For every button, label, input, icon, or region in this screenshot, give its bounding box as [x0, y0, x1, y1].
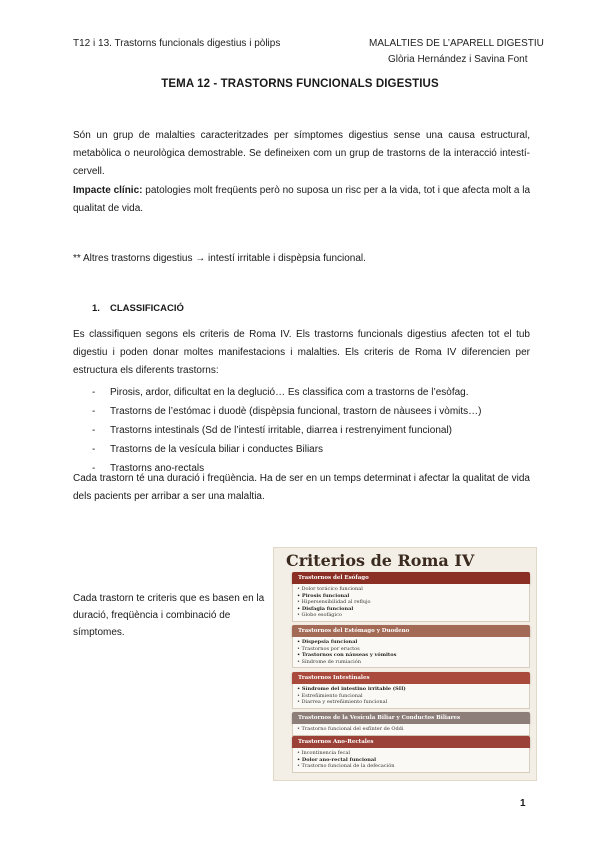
header-right-title: MALALTIES DE L’APARELL DIGESTIU: [369, 38, 544, 49]
roma-item: • Diarrea y estreñimiento funcional: [297, 699, 388, 705]
roma-item: • Disfagia funcional: [297, 605, 354, 612]
impacte-label: Impacte clínic:: [73, 185, 143, 196]
roma-item: • Síndrome de rumiación: [297, 658, 361, 665]
trastorns-list: [92, 383, 481, 478]
page-title: TEMA 12 - TRASTORNS FUNCIONALS DIGESTIUS: [161, 78, 439, 90]
section-heading: [92, 303, 184, 314]
roma-item: • Dispepsia funcional: [297, 639, 358, 645]
roma-item: • Globo esofágico: [297, 612, 342, 618]
list-item: - Trastorns ano-rectals: [92, 463, 205, 474]
roma-category: [292, 672, 530, 709]
roma-category-title: Trastornos Intestinales: [292, 672, 530, 684]
side-paragraph: Cada trastorn te criteris que es basen en la duració, freqüència i combinació de símptomes.: [73, 593, 265, 638]
impacte-text: patologies molt freqüents però no suposa un risc per a la vida, tot i que afecta molt a la qualitat de vida.: [73, 185, 531, 214]
roma-category-title: Trastornos de la Vesícula Biliar y Conductos Biliares: [292, 712, 530, 724]
roma-item: • Estreñimiento funcional: [297, 692, 363, 699]
roma-item: • Incontinencia fecal: [297, 750, 350, 756]
list-item: - Trastorns de l’estómac i duodè (dispèpsia funcional, trastorn de nàusees i vòmits…): [92, 406, 482, 417]
roma-category-items: [292, 748, 530, 773]
roma-category-items: [292, 584, 530, 622]
roma-item: • Trastornos por eructos: [297, 645, 360, 652]
intro-paragraph: Són un grup de malalties caracteritzades per símptomes digestius sense una causa estructural, metabòlica o neurològica demostrable. Se defineixen com un grup de trastorns de la interacció intestí-cervell.: [73, 130, 530, 177]
list-item: - Trastorns de la vesícula biliar i conductes Biliars: [92, 444, 324, 455]
roma-category: [292, 625, 530, 668]
roma-category-items: [292, 724, 530, 736]
roma-iv-figure: [273, 547, 537, 781]
list-item: - Pirosis, ardor, dificultat en la deglució… Es classifica com a trastorns de l’esòfag.: [92, 387, 469, 398]
roma-item: • Dolor ano-rectal funcional: [297, 756, 377, 763]
roma-category: [292, 572, 530, 622]
roma-category-title: Trastornos del Esófago: [292, 572, 530, 584]
page-number: 1: [520, 798, 526, 809]
roma-item: • Pirosis funcional: [297, 592, 350, 599]
roma-item: • Hipersensibilidad al reflujo: [297, 599, 371, 605]
roma-item: • Dolor torácico funcional: [297, 586, 363, 592]
roma-category-items: [292, 637, 530, 668]
roma-category: [292, 736, 530, 773]
roma-item: • Síndrome del intestino irritable (SII): [297, 686, 406, 692]
header-left: T12 i 13. Trastorns funcionals digestius i pòlips: [73, 38, 281, 49]
altres-note: ** Altres trastorns digestius → intestí irritable i dispèpsia funcional.: [73, 253, 366, 264]
section-number: 1.: [92, 303, 100, 314]
roma-iv-title: Criterios de Roma IV: [286, 551, 475, 570]
roma-item: • Trastornos con náuseas y vómitos: [297, 652, 397, 658]
list-item: - Trastorns intestinals (Sd de l’intestí irritable, diarrea i restrenyiment funcional): [92, 425, 452, 436]
roma-category-items: [292, 684, 530, 709]
classification-paragraph: Es classifiquen segons els criteris de Roma IV. Els trastorns funcionals digestius afecten tot el tub digestiu i poden donar moltes manifestacions i malalties. Els criteris de Roma IV diferencien per estructura els diferents trastorns:: [73, 329, 530, 376]
duration-paragraph: Cada trastorn té una duració i freqüència. Ha de ser en un temps determinat i afectar la qualitat de vida dels pacients per arribar a ser una malaltia.: [73, 473, 530, 502]
section-title: CLASSIFICACIÓ: [110, 303, 184, 314]
roma-category: [292, 712, 530, 736]
roma-item: • Trastorno funcional de la defecación: [297, 763, 395, 769]
impacte-paragraph: [73, 182, 530, 218]
roma-category-title: Trastornos Ano-Rectales: [292, 736, 530, 748]
header-right-authors: Glòria Hernández i Savina Font: [388, 54, 528, 65]
roma-category-title: Trastornos del Estómago y Duodeno: [292, 625, 530, 637]
roma-item: • Trastorno funcional del esfínter de Oddi: [297, 726, 404, 732]
